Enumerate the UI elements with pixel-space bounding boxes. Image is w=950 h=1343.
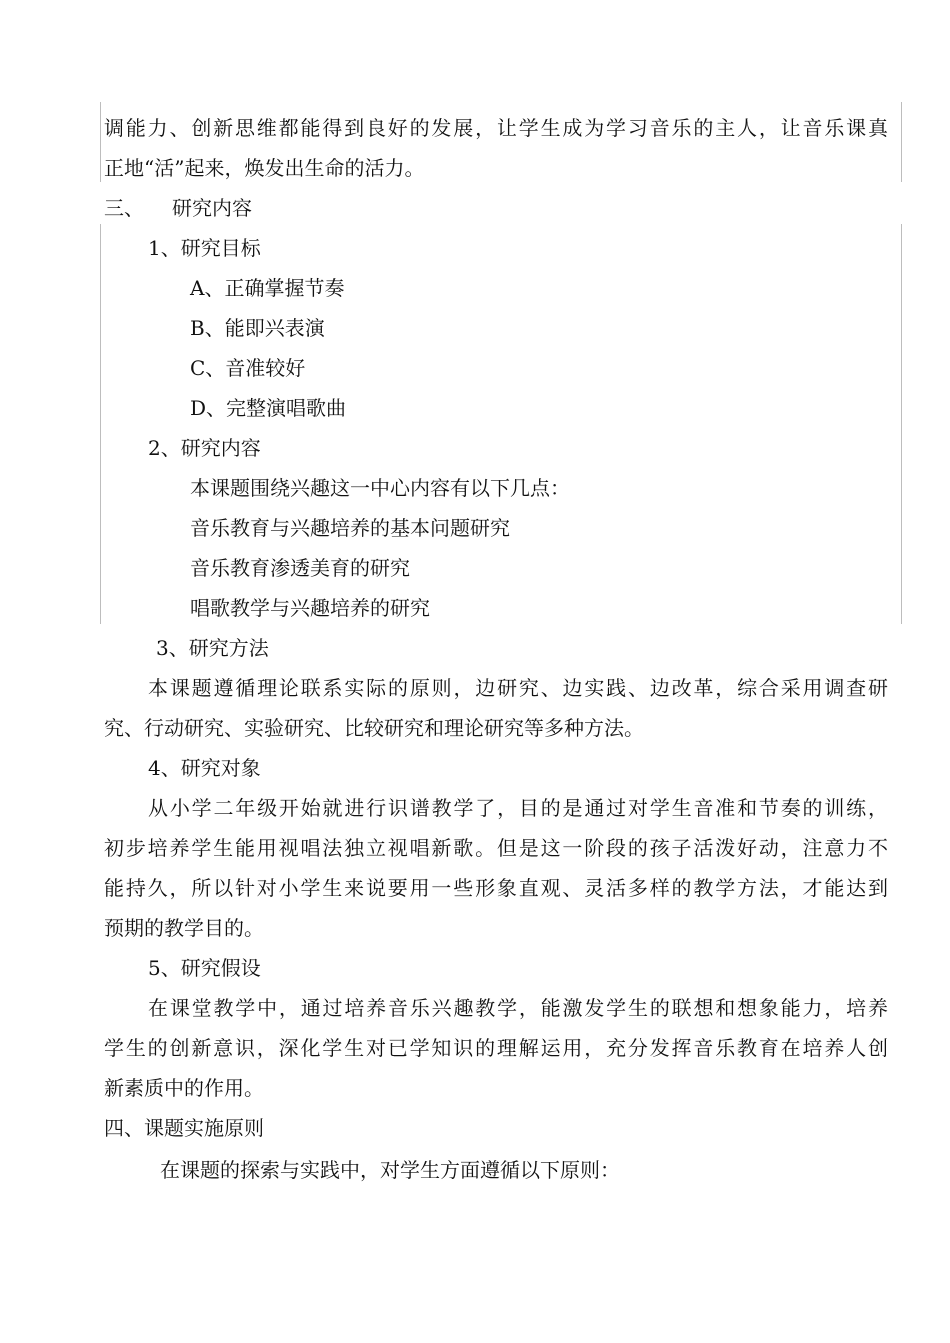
subsection-heading: 3、研究方法 [156, 636, 269, 660]
table-border-right-mid [901, 224, 902, 624]
subsection-heading: 4、研究对象 [148, 756, 261, 780]
list-item: 音乐教育与兴趣培养的基本问题研究 [190, 516, 510, 540]
table-border-left-mid [100, 224, 101, 624]
paragraph-line: 正地“活”起来，焕发出生命的活力。 [104, 156, 425, 180]
paragraph-line: 学生的创新意识，深化学生对已学知识的理解运用，充分发挥音乐教育在培养人创 [104, 1036, 888, 1060]
section-title: 四、课题实施原则 [104, 1116, 264, 1140]
paragraph-line: 在课堂教学中，通过培养音乐兴趣教学，能激发学生的联想和想象能力，培养 [148, 996, 888, 1020]
section-title: 研究内容 [172, 196, 252, 220]
paragraph-line: 初步培养学生能用视唱法独立视唱新歌。但是这一阶段的孩子活泼好动，注意力不 [104, 836, 888, 860]
paragraph-line: 从小学二年级开始就进行识谱教学了，目的是通过对学生音准和节奏的训练， [148, 796, 888, 820]
section-number: 三、 [104, 196, 144, 220]
paragraph-line: 新素质中的作用。 [104, 1076, 264, 1100]
list-item: 音乐教育渗透美育的研究 [190, 556, 410, 580]
subsection-heading: 2、研究内容 [148, 436, 261, 460]
list-item: 唱歌教学与兴趣培养的研究 [190, 596, 430, 620]
paragraph-line: 调能力、创新思维都能得到良好的发展，让学生成为学习音乐的主人，让音乐课真 [104, 116, 888, 140]
paragraph-line: 本课题围绕兴趣这一中心内容有以下几点： [190, 476, 570, 500]
table-border-left-top [100, 102, 101, 182]
table-border-right-top [901, 102, 902, 182]
paragraph-line: 能持久，所以针对小学生来说要用一些形象直观、灵活多样的教学方法，才能达到 [104, 876, 888, 900]
list-item: D、完整演唱歌曲 [190, 396, 347, 420]
subsection-heading: 1、研究目标 [148, 236, 261, 260]
list-item: A、正确掌握节奏 [190, 276, 345, 300]
list-item: B、能即兴表演 [190, 316, 325, 340]
paragraph-line: 在课题的探索与实践中，对学生方面遵循以下原则： [160, 1158, 620, 1182]
subsection-heading: 5、研究假设 [148, 956, 261, 980]
list-item: C、音准较好 [190, 356, 306, 380]
paragraph-line: 究、行动研究、实验研究、比较研究和理论研究等多种方法。 [104, 716, 644, 740]
paragraph-line: 预期的教学目的。 [104, 916, 264, 940]
paragraph-line: 本课题遵循理论联系实际的原则，边研究、边实践、边改革，综合采用调查研 [148, 676, 888, 700]
